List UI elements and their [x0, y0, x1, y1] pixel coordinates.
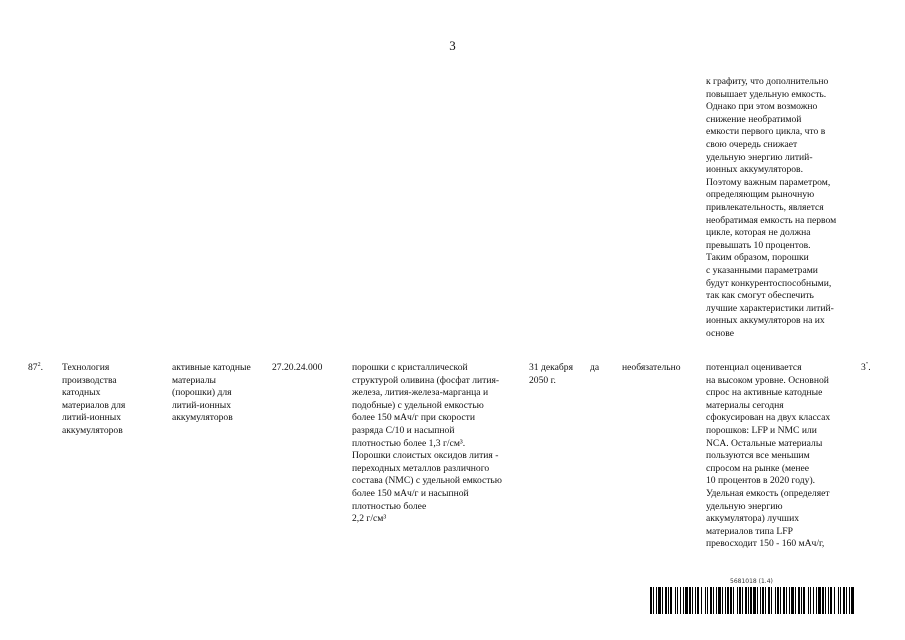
- continuation-line: ионных аккумуляторов.: [706, 164, 803, 176]
- row-end-suffix: .: [868, 362, 871, 373]
- row-end-superscript: ": [865, 361, 869, 368]
- continuation-line: повышает удельную емкость.: [706, 88, 827, 100]
- technology-line: производства: [62, 374, 117, 386]
- okpd-code-cell: 27.20.24.000: [272, 362, 323, 373]
- description-line: порошки с кристаллической: [352, 362, 468, 373]
- row-end-value: 3: [861, 362, 866, 373]
- continuation-line: с указанными параметрами: [706, 264, 818, 276]
- barcode-label: 5681018 (1.4): [730, 578, 773, 585]
- row-number-suffix: .: [40, 362, 43, 373]
- technology-line: Технология: [62, 362, 110, 373]
- description-line: плотностью более 1,3 г/см³.: [352, 437, 466, 449]
- potential-line: на высоком уровне. Основной: [706, 374, 829, 386]
- description-line: Порошки слоистых оксидов лития -: [352, 450, 499, 462]
- continuation-line: цикле, которая не должна: [706, 227, 811, 239]
- continuation-line: свою очередь снижает: [706, 138, 798, 150]
- deadline-line: 31 декабря: [529, 362, 573, 373]
- potential-line: удельную энергию: [706, 500, 783, 512]
- continuation-line: ионных аккумуляторов на их: [706, 315, 825, 327]
- row-end-mark: [861, 362, 883, 375]
- continuation-line: Таким образом, порошки: [706, 252, 809, 264]
- continuation-text: [706, 76, 856, 340]
- continuation-line: будут конкурентоспособными,: [706, 277, 832, 289]
- row-number-value: 87: [28, 362, 38, 373]
- continuation-line: к графиту, что дополнительно: [706, 76, 829, 87]
- status-cell: необязательно: [622, 362, 681, 373]
- potential-line: порошков: LFP и NMC или: [706, 424, 817, 436]
- description-line: 2,2 г/см³: [352, 513, 387, 525]
- description-line: состава (NMC) с удельной емкостью: [352, 475, 502, 487]
- continuation-line: емкости первого цикла, что в: [706, 126, 826, 138]
- potential-line: Удельная емкость (определяет: [706, 487, 830, 499]
- materials-line: активные катодные: [172, 362, 251, 373]
- potential-line: 10 процентов в 2020 году).: [706, 475, 816, 487]
- description-line: подобные) с удельной емкостью: [352, 399, 484, 411]
- continuation-line: Однако при этом возможно: [706, 101, 818, 113]
- materials-line: аккумуляторов: [172, 412, 233, 424]
- description-line: более 150 мАч/г и насыпной: [352, 487, 469, 499]
- potential-line: спросом на рынке (менее: [706, 462, 809, 474]
- potential-line: превосходит 150 - 160 мАч/г,: [706, 538, 825, 550]
- potential-line: сфокусирован на двух классах: [706, 412, 831, 424]
- potential-line: материалы сегодня: [706, 399, 784, 411]
- continuation-line: превышать 10 процентов.: [706, 239, 811, 251]
- description-line: плотностью более: [352, 500, 427, 512]
- deadline-particle: да: [590, 362, 600, 373]
- description-line: железа, лития-железа-марганца и: [352, 387, 489, 399]
- potential-line: материалов типа LFP: [706, 525, 793, 537]
- continuation-line: основе: [706, 327, 734, 339]
- materials-line: (порошки) для: [172, 387, 232, 399]
- continuation-line: привлекательность, является: [706, 201, 824, 213]
- continuation-line: снижение необратимой: [706, 113, 802, 125]
- technology-cell: [62, 362, 166, 438]
- description-cell: [352, 362, 520, 526]
- description-line: более 150 мАч/г при скорости: [352, 412, 475, 424]
- materials-cell: [172, 362, 268, 425]
- potential-line: потенциал оценивается: [706, 362, 802, 373]
- continuation-line: удельную энергию литий-: [706, 151, 813, 163]
- row-number-superscript: 2: [37, 361, 41, 368]
- barcode: [650, 578, 855, 614]
- potential-line: спрос на активные катодные: [706, 387, 823, 399]
- technology-line: материалов для: [62, 399, 126, 411]
- continuation-line: Поэтому важным параметром,: [706, 176, 831, 188]
- description-line: структурой оливина (фосфат лития-: [352, 374, 500, 386]
- row-number: [28, 362, 58, 375]
- technology-line: литий-ионных: [62, 412, 122, 424]
- continuation-line: определяющим рыночную: [706, 189, 815, 201]
- description-line: разряда С/10 и насыпной: [352, 424, 455, 436]
- deadline-line: 2050 г.: [529, 374, 556, 386]
- materials-line: литий-ионных: [172, 399, 232, 411]
- continuation-line: так как смогут обеспечить: [706, 290, 814, 302]
- potential-cell: [706, 362, 856, 551]
- continuation-line: лучшие характеристики литий-: [706, 302, 834, 314]
- deadline-cell: [529, 362, 583, 387]
- technology-line: аккумуляторов: [62, 424, 123, 436]
- potential-line: аккумулятора) лучших: [706, 513, 799, 525]
- barcode-bars: [650, 587, 855, 614]
- technology-line: катодных: [62, 387, 101, 399]
- page-number: 3: [449, 38, 456, 53]
- description-line: переходных металлов различного: [352, 462, 490, 474]
- materials-line: материалы: [172, 374, 216, 386]
- potential-line: NCA. Остальные материалы: [706, 437, 823, 449]
- potential-line: пользуются все меньшим: [706, 450, 810, 462]
- continuation-line: необратимая емкость на первом: [706, 214, 837, 226]
